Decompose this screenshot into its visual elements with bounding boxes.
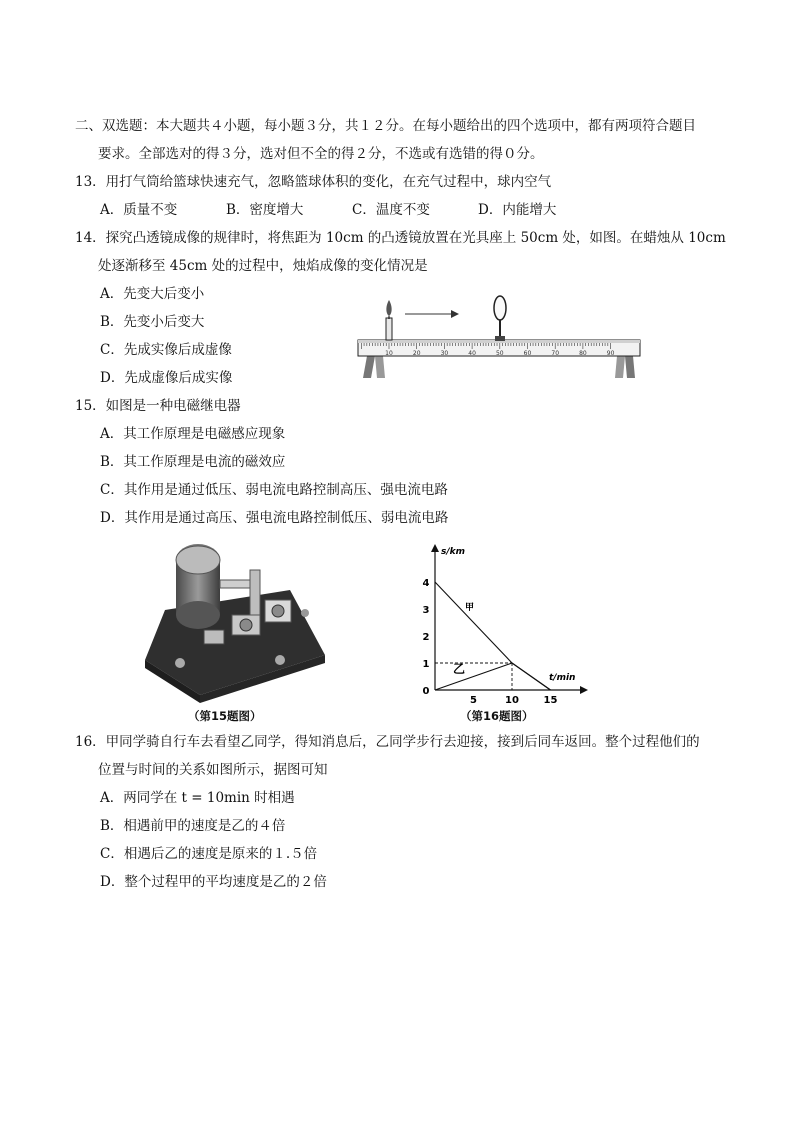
q14-option-b: B．先变小后变大 [100,314,205,330]
fig16-caption: （第16题图） [460,709,534,723]
bench-tick-label: 20 [412,350,421,357]
bench-tick-label: 90 [606,350,615,357]
y-axis-arrow [431,544,439,552]
fig15-caption: （第15题图） [188,709,262,723]
x-tick-label: 10 [505,695,519,705]
q13-option-a: A．质量不变 [100,202,178,218]
q15-option-d: D．其作用是通过高压、强电流电路控制低压、弱电流电路 [100,510,449,526]
q16-option-d: D．整个过程甲的平均速度是乙的２倍 [100,874,327,890]
q16-option-a: A．两同学在 t = 10min 时相遇 [100,790,295,806]
y-tick-label: 3 [422,605,430,616]
bench-tick-label: 50 [495,350,504,357]
q15-stem: 15．如图是一种电磁继电器 [75,398,241,414]
q16-option-b: B．相遇前甲的速度是乙的４倍 [100,818,286,834]
y-tick-label: 2 [422,632,430,643]
q16-stem-line1: 16．甲同学骑自行车去看望乙同学，得知消息后，乙同学步行去迎接，接到后同车返回。整个过程他们的 [75,734,700,750]
q14-option-c: C．先成实像后成虚像 [100,342,232,358]
bench-tick-label: 40 [468,350,476,357]
y-tick-label: 1 [422,659,430,670]
q13-option-c: C．温度不变 [352,202,430,218]
x-axis-label: t/min [549,673,576,683]
q14-stem-line2: 处逐渐移至 45cm 处的过程中，烛焰成像的变化情况是 [98,258,428,274]
q13-option-b: B．密度增大 [226,202,304,218]
bench-tick-label: 30 [440,350,449,357]
q14-option-a: A．先变大后变小 [100,286,205,302]
q16-stem-line2: 位置与时间的关系如图所示，据图可知 [98,762,328,778]
optical-bench-figure [355,292,645,382]
q13-stem: 13．用打气筒给篮球快速充气，忽略篮球体积的变化，在充气过程中，球内空气 [75,174,552,190]
bench-tick-label: 70 [551,350,560,357]
q14-option-d: D．先成虚像后成实像 [100,370,233,386]
y-tick-label: 4 [422,578,430,589]
section-title-line1: 二、双选题：本大题共４小题，每小题３分，共１２分。在每小题给出的四个选项中，都有两项符合题目 [75,118,696,134]
st-chart [415,540,595,705]
section-title-line2: 要求。全部选对的得３分，选对但不全的得２分，不选或有选错的得０分。 [98,146,544,162]
q15-option-c: C．其作用是通过低压、弱电流电路控制高压、强电流电路 [100,482,448,498]
origin-label: 0 [422,686,430,697]
x-tick-label: 15 [543,695,558,705]
y-axis-label: s/km [441,547,466,557]
relay-photo [140,535,330,705]
q15-option-b: B．其工作原理是电流的磁效应 [100,454,286,470]
bench-tick-label: 80 [579,350,587,357]
series-label: 甲 [465,603,475,613]
q16-option-c: C．相遇后乙的速度是原来的１.５倍 [100,846,318,862]
x-axis-arrow [580,686,588,694]
q13-option-d: D．内能增大 [478,202,557,218]
series-label: 乙 [453,662,466,676]
x-tick-label: 5 [470,695,477,705]
bench-tick-label: 60 [523,350,532,357]
q15-option-a: A．其工作原理是电磁感应现象 [100,426,286,442]
bench-tick-label: 10 [385,350,393,357]
q14-stem-line1: 14．探究凸透镜成像的规律时，将焦距为 10cm 的凸透镜放置在光具座上 50cm 处，如图。在蜡烛从 10cm [75,230,726,246]
